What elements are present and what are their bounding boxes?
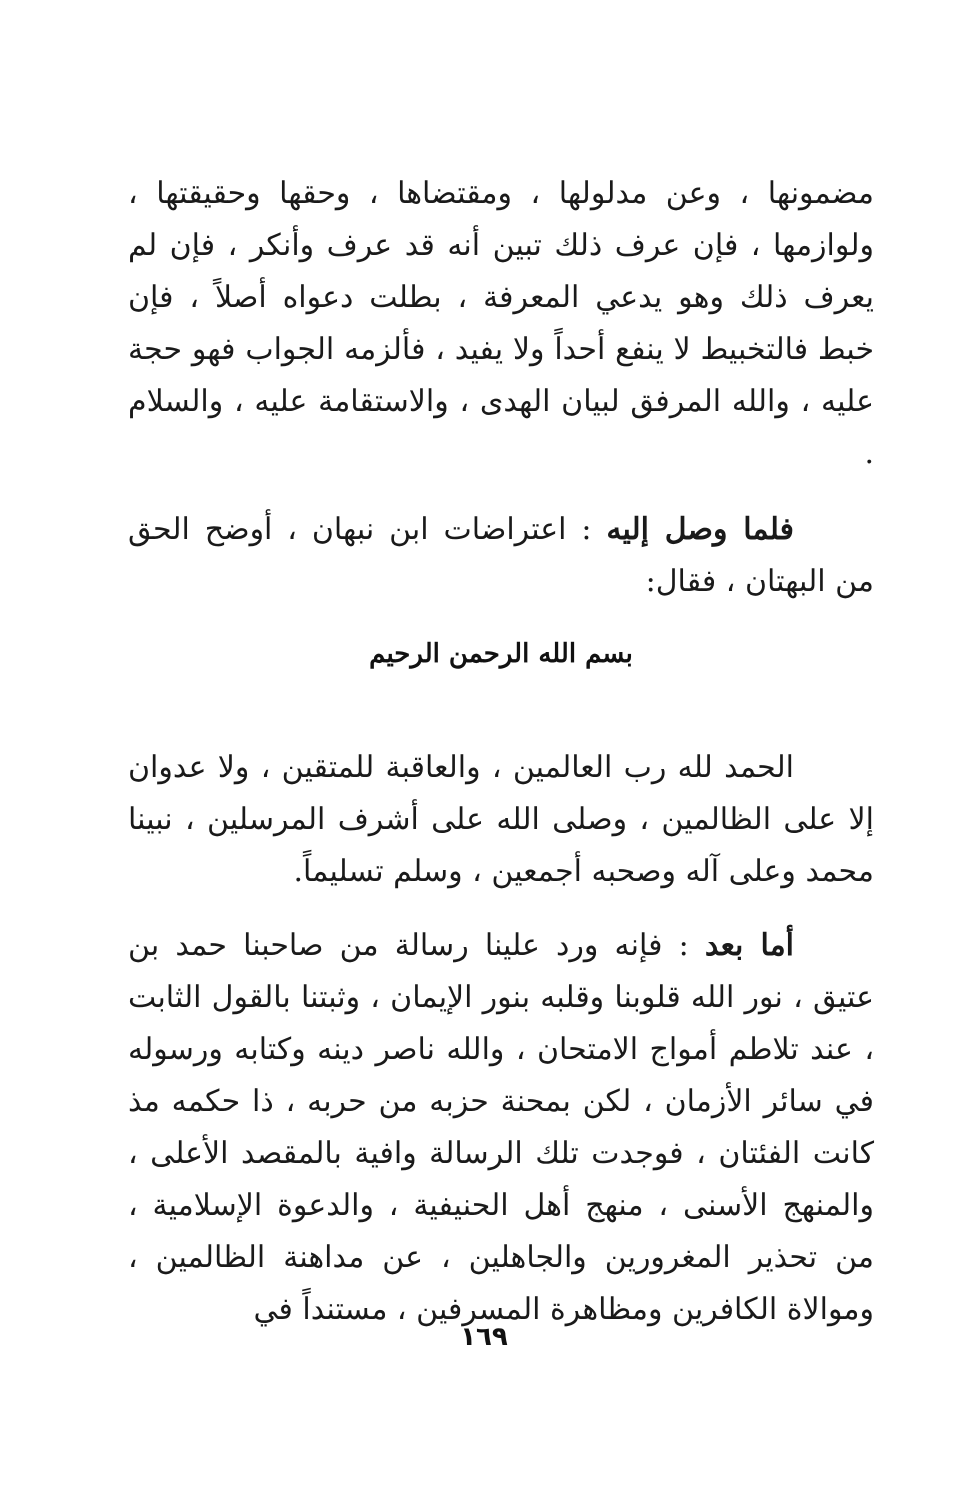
paragraph-lead-bold: فلما وصل إليه (606, 512, 794, 547)
page-number: ١٦٩ (460, 1322, 508, 1352)
paragraph-amma-bad (128, 920, 874, 1336)
paragraph-response-intro (128, 504, 874, 608)
basmala-heading (128, 634, 874, 674)
paragraph-continuation: مضمونها ، وعن مدلولها ، ومقتضاها ، وحقها وحقيقتها ، ولوازمها ، فإن عرف ذلك تبين أنه قد عرف وأنكر ، فإن لم يعرف ذلك وهو يدعي المعرفة ، بطلت دعواه أصلاً ، فإن خبط فالتخبيط لا ينفع أحداً ولا يفيد ، فألزمه الجواب فهو حجة عليه ، والله المرفق لبيان الهدى ، والاستقامة عليه ، والسلام . (128, 176, 874, 471)
paragraph-text: : فإنه ورد علينا رسالة من صاحبنا حمد بن عتيق ، نور الله قلوبنا وقلبه بنور الإيمان ، وثبتنا بالقول الثابت ، عند تلاطم أمواج الامتحان ، والله ناصر دينه وكتابه ورسوله في سائر الأزمان ، لكن بمحنة حزبه من حربه ، ذا حكمه مذ كانت الفئتان ، فوجدت تلك الرسالة وافية بالمقصد الأعلى ، والمنهج الأسنى ، منهج أهل الحنيفية ، والدعوة الإسلامية ، من تحذير المغرورين والجاهلين ، عن مداهنة الظالمين ، وموالاة الكافرين ومظاهرة المسرفين ، مستنداً في (128, 928, 874, 1327)
paragraph-praise (128, 742, 874, 898)
paragraph-text: الحمد لله رب العالمين ، والعاقبة للمتقين ، ولا عدوان إلا على الظالمين ، وصلى الله على أشرف المرسلين ، نبينا محمد وعلى آله وصحبه أجمعين ، وسلم تسليماً. (128, 750, 874, 889)
basmala-text: بسم الله الرحمن الرحيم (369, 639, 633, 669)
paragraph-text: : اعتراضات ابن نبهان ، أوضح الحق من البهتان ، فقال: (128, 512, 874, 599)
page-body (128, 168, 874, 1336)
paragraph-lead-bold: أما بعد (704, 928, 794, 963)
